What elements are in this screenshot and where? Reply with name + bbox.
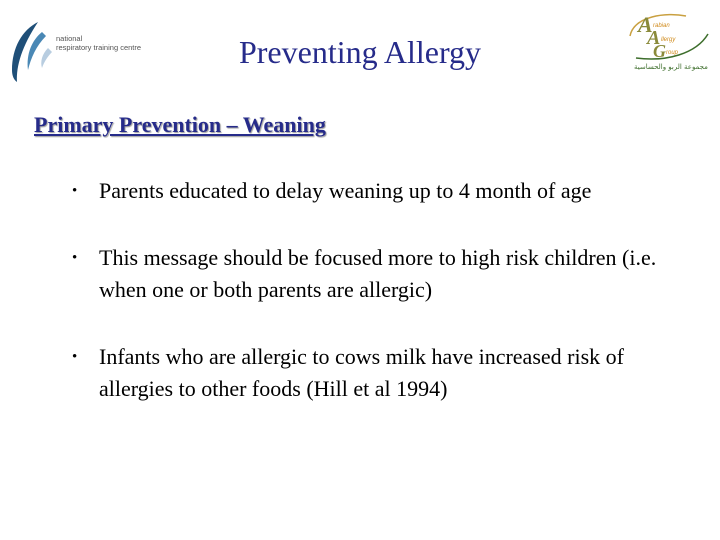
logo-letter-a-2: A [647, 27, 661, 49]
bullet-marker: • [72, 250, 78, 266]
nrtc-logo-line-1: national [56, 34, 83, 43]
bullet-marker: • [72, 183, 78, 199]
logo-letter-g: G [653, 41, 666, 61]
nrtc-logo-line-2: respiratory training centre [56, 43, 142, 52]
bullet-list [72, 175, 682, 440]
bullet-item [72, 175, 682, 207]
slide-title: Preventing Allergy [238, 34, 482, 70]
bullet-text: This message should be focused more to high risk children (i.e. when one or both parents are allergic) [99, 245, 657, 302]
bullet-item [72, 341, 682, 405]
logo-arabic-text: مجموعة الربو والحساسية [634, 63, 708, 71]
logo-word-1: rabian [653, 23, 670, 29]
slide-subtitle: Primary Prevention – Weaning [34, 112, 326, 137]
bullet-marker: • [72, 349, 78, 365]
bullet-text: Infants who are allergic to cows milk have increased risk of allergies to other foods (Hill et al 1994) [99, 344, 624, 401]
logo-word-3: roup [666, 50, 679, 56]
logo-word-2: llergy [661, 37, 676, 43]
bullet-item [72, 242, 682, 306]
bullet-text: Parents educated to delay weaning up to 4 month of age [99, 178, 592, 203]
logo-letter-a-1: A [638, 12, 653, 37]
